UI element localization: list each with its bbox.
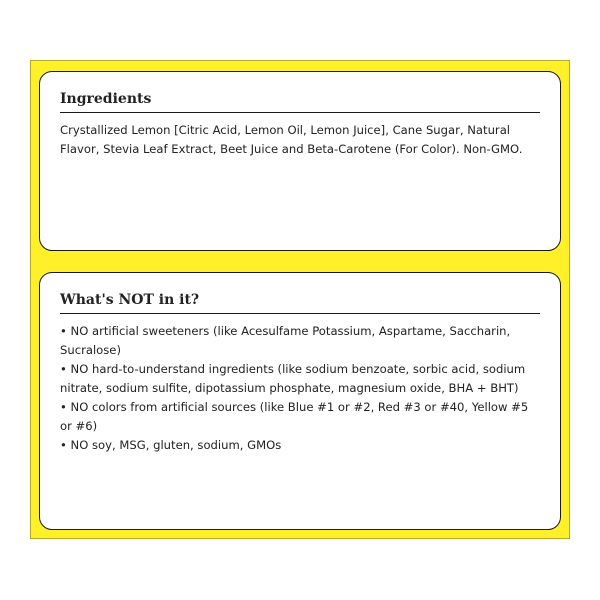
list-item: • NO artificial sweeteners (like Acesulfame Potassium, Aspartame, Saccharin, Sucralose) xyxy=(60,322,540,360)
ingredients-text: Crystallized Lemon [Citric Acid, Lemon Oil, Lemon Juice], Cane Sugar, Natural Flavor, Stevia Leaf Extract, Beet Juice and Beta-Carotene (For Color). Non-GMO. xyxy=(60,123,523,156)
not-in-it-card xyxy=(39,272,561,530)
list-item: • NO hard-to-understand ingredients (like sodium benzoate, sorbic acid, sodium nitrate, sodium sulfite, dipotassium phosphate, magnesium oxide, BHA + BHT) xyxy=(60,360,540,398)
list-item: • NO colors from artificial sources (like Blue #1 or #2, Red #3 or #40, Yellow #5 or #6) xyxy=(60,398,540,436)
list-item: • NO soy, MSG, gluten, sodium, GMOs xyxy=(60,436,540,455)
ingredients-card xyxy=(39,71,561,251)
yellow-panel xyxy=(30,60,570,539)
ingredients-title: Ingredients xyxy=(60,90,540,113)
not-in-it-list xyxy=(60,322,540,455)
not-in-it-title: What's NOT in it? xyxy=(60,291,540,314)
